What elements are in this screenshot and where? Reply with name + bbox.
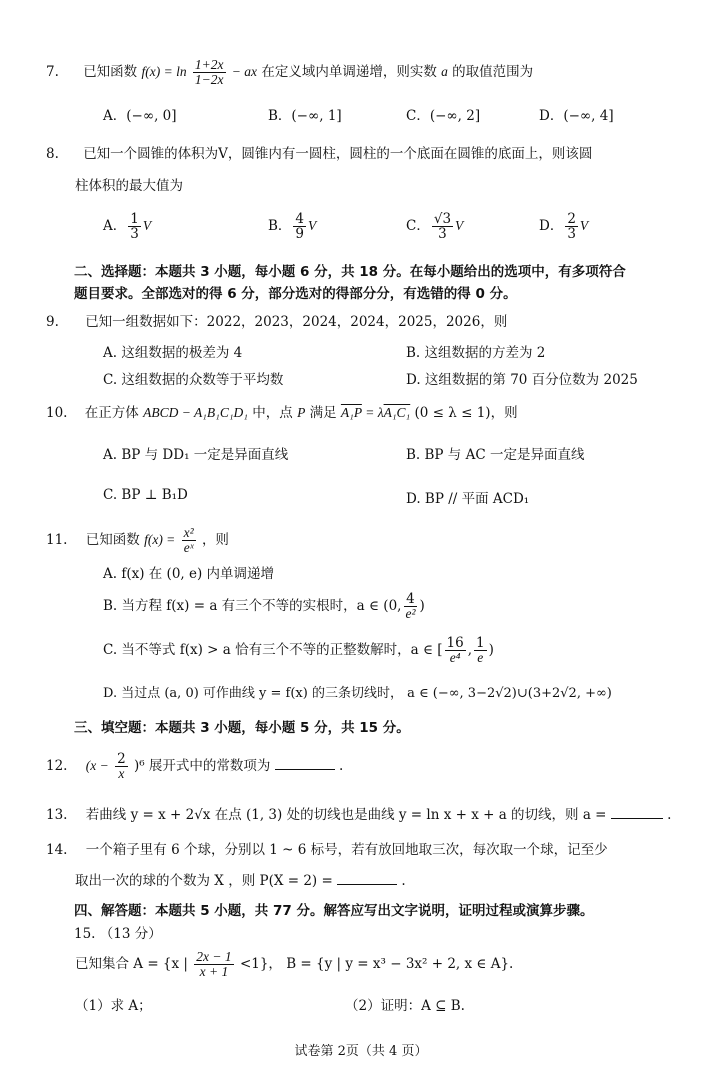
- question-12: [46, 752, 343, 781]
- question-text: 已知一个圆锥的体积为V，圆锥内有一圆柱，圆柱的一个底面在圆锥的底面上，则该圆: [83, 146, 593, 162]
- point-name: P: [297, 405, 306, 420]
- question-7: [46, 58, 533, 87]
- answer-blank[interactable]: [337, 872, 397, 885]
- question-number: 12.: [46, 758, 68, 775]
- option-b: B. BP 与 AC 一定是异面直线: [406, 447, 585, 463]
- question-text: ，则: [201, 532, 229, 549]
- part-2: （2）证明：A ⊆ B.: [345, 998, 465, 1014]
- option-a: A. BP 与 DD₁ 一定是异面直线: [103, 447, 289, 463]
- section-heading: 三、填空题：本题共 3 小题，每小题 5 分，共 15 分。: [74, 720, 410, 736]
- separator: ,: [467, 642, 472, 659]
- fraction-numerator: √3: [433, 211, 452, 227]
- option-text-end: ): [419, 598, 425, 615]
- question-text: )⁶ 展开式中的常数项为: [133, 758, 271, 775]
- question-13: [46, 803, 671, 823]
- question-10: [46, 401, 518, 421]
- option-c: C．(−∞, 2]: [406, 108, 481, 124]
- vector-a1p: A₁P: [340, 405, 362, 420]
- expr-pre: (x −: [85, 758, 109, 774]
- vector-equals: = λ: [361, 405, 384, 420]
- option-d: [539, 212, 588, 241]
- option-c: [103, 636, 494, 665]
- fraction-denominator: x: [118, 766, 125, 782]
- option-text-end: ): [488, 642, 494, 659]
- fraction-denominator: e⁴: [449, 650, 461, 666]
- question-text: 已知集合 A = {x |: [75, 956, 188, 973]
- option-c: C. BP ⊥ B₁D: [103, 487, 188, 503]
- question-text: 满足: [309, 405, 337, 421]
- period: .: [401, 873, 406, 889]
- fraction: [193, 58, 226, 87]
- question-text: 在正方体: [84, 405, 139, 421]
- fraction-denominator: 3: [567, 226, 576, 243]
- fraction: [182, 526, 196, 555]
- fraction-denominator: 9: [295, 226, 305, 243]
- fraction: [432, 212, 453, 241]
- question-11: [46, 526, 229, 555]
- question-number: 14.: [46, 842, 68, 858]
- question-15-set: [75, 950, 513, 979]
- variable: V: [308, 218, 317, 234]
- variable: a: [441, 64, 448, 80]
- fraction-denominator: eˣ: [183, 540, 194, 556]
- fraction-numerator: 16: [446, 635, 464, 651]
- fraction-denominator: x + 1: [199, 964, 229, 980]
- question-text: <1}， B = {y | y = x³ − 3x² + 2, x ∈ A}.: [239, 956, 514, 973]
- question-number: 13.: [46, 807, 68, 823]
- fraction-numerator: 1+2x: [194, 57, 224, 72]
- question-14: [46, 838, 608, 858]
- question-14-line2: [75, 869, 406, 889]
- fraction-numerator: 1: [475, 635, 485, 651]
- question-9: [46, 310, 507, 330]
- section-heading: 二、选择题：本题共 3 小题，每小题 6 分，共 18 分。在每小题给出的选项中，有多项符合: [74, 264, 626, 280]
- option-c: C. 这组数据的众数等于平均数: [103, 372, 284, 388]
- section-heading: 四、解答题：本题共 5 小题，共 77 分。解答应写出文字说明，证明过程或演算步骤。: [74, 903, 594, 919]
- answer-blank[interactable]: [611, 806, 663, 819]
- part-1: （1）求 A；: [75, 998, 152, 1014]
- option-d: D．(−∞, 4]: [539, 108, 614, 124]
- option-label: D．: [539, 218, 564, 235]
- question-15: [74, 922, 162, 942]
- fraction: [293, 212, 306, 241]
- option-b: B．(−∞, 1]: [268, 108, 342, 124]
- page-footer: 试卷第 2页（共 4 页）: [294, 1044, 428, 1059]
- question-text: 若曲线 y = x + 2√x 在点 (1, 3) 处的切线也是曲线 y = ln x + x + a 的切线，则 a =: [85, 807, 607, 823]
- condition: (0 ≤ λ ≤ 1)，则: [414, 405, 518, 421]
- period: .: [667, 807, 672, 823]
- cube-name: ABCD − A₁B₁C₁D₁: [143, 405, 248, 420]
- option-label: B．: [268, 218, 292, 235]
- variable: V: [455, 218, 464, 234]
- question-text: 的取值范围为: [452, 64, 534, 81]
- question-text: 一个箱子里有 6 个球，分别以 1 ~ 6 标号，若有放回地取三次，每次取一个球，记至少: [85, 842, 608, 858]
- function-expr: f(x) = ln: [141, 64, 187, 80]
- section-heading-line2: 题目要求。全部选对的得 6 分，部分选对的得部分分，有选错的得 0 分。: [74, 286, 517, 302]
- fraction-denominator: 1−2x: [194, 72, 224, 88]
- question-number: 11.: [46, 532, 68, 549]
- fraction-numerator: 4: [406, 591, 415, 607]
- option-b: [268, 212, 316, 241]
- fraction-numerator: 2: [567, 211, 576, 227]
- fraction-numerator: x²: [183, 525, 194, 540]
- option-text: C. 当不等式 f(x) > a 恰有三个不等的正整数解时，a ∈ [: [103, 642, 443, 659]
- question-text: 取出一次的球的个数为 X ，则 P(X = 2) =: [75, 873, 333, 889]
- question-number: 9.: [46, 314, 59, 330]
- option-b: [103, 592, 425, 621]
- period: .: [339, 758, 344, 775]
- fraction-numerator: 1: [130, 211, 139, 227]
- answer-blank[interactable]: [275, 757, 335, 770]
- question-number: 10.: [46, 405, 68, 421]
- fraction: [565, 212, 578, 241]
- fraction-numerator: 2: [117, 751, 126, 767]
- fraction: [474, 636, 487, 665]
- fraction: [115, 752, 128, 781]
- fraction: [445, 636, 466, 665]
- vector-a1c1: A₁C₁: [383, 405, 411, 420]
- question-text: 在定义域内单调递增，则实数: [261, 64, 437, 81]
- question-text: 中，点: [252, 405, 293, 421]
- fraction-denominator: e²: [405, 606, 416, 622]
- option-b: B. 这组数据的方差为 2: [406, 345, 546, 361]
- fraction-numerator: 2x − 1: [196, 949, 232, 964]
- option-a: A. 这组数据的极差为 4: [103, 345, 243, 361]
- option-text: B. 当方程 f(x) = a 有三个不等的实根时，a ∈ (0,: [103, 598, 402, 615]
- fraction-denominator: 3: [130, 226, 139, 243]
- option-d: D. BP // 平面 ACD₁: [406, 491, 530, 507]
- option-a: A. f(x) 在 (0, e) 内单调递增: [103, 566, 275, 582]
- question-number: 7.: [46, 64, 59, 81]
- fraction: [128, 212, 141, 241]
- question-number: 8.: [46, 146, 59, 162]
- option-label: A．: [103, 218, 127, 235]
- fraction-numerator: 4: [295, 211, 305, 227]
- question-8-line2: 柱体积的最大值为: [75, 178, 183, 194]
- variable: V: [579, 218, 589, 234]
- function-expr: f(x) =: [144, 532, 176, 548]
- question-text: 已知函数: [83, 64, 138, 81]
- question-score: （13 分）: [99, 926, 162, 942]
- fraction: [194, 950, 233, 979]
- option-a: A．(−∞, 0]: [103, 108, 177, 124]
- function-tail: − ax: [231, 64, 258, 80]
- question-text: 已知一组数据如下：2022，2023，2024，2024，2025，2026，则: [85, 314, 508, 330]
- question-text: 已知函数: [85, 532, 140, 549]
- fraction-denominator: e: [477, 650, 484, 666]
- fraction-denominator: 3: [438, 226, 447, 243]
- fraction: [403, 592, 417, 621]
- option-d: D. 当过点 (a, 0) 可作曲线 y = f(x) 的三条切线时， a ∈ (−∞, 3−2√2)∪(3+2√2, +∞): [103, 686, 612, 701]
- option-d: D. 这组数据的第 70 百分位数为 2025: [406, 372, 638, 388]
- option-a: [103, 212, 151, 241]
- question-8: [46, 142, 592, 162]
- option-c: [406, 212, 463, 241]
- option-label: C．: [406, 218, 430, 235]
- question-number: 15.: [74, 926, 96, 942]
- variable: V: [142, 218, 152, 234]
